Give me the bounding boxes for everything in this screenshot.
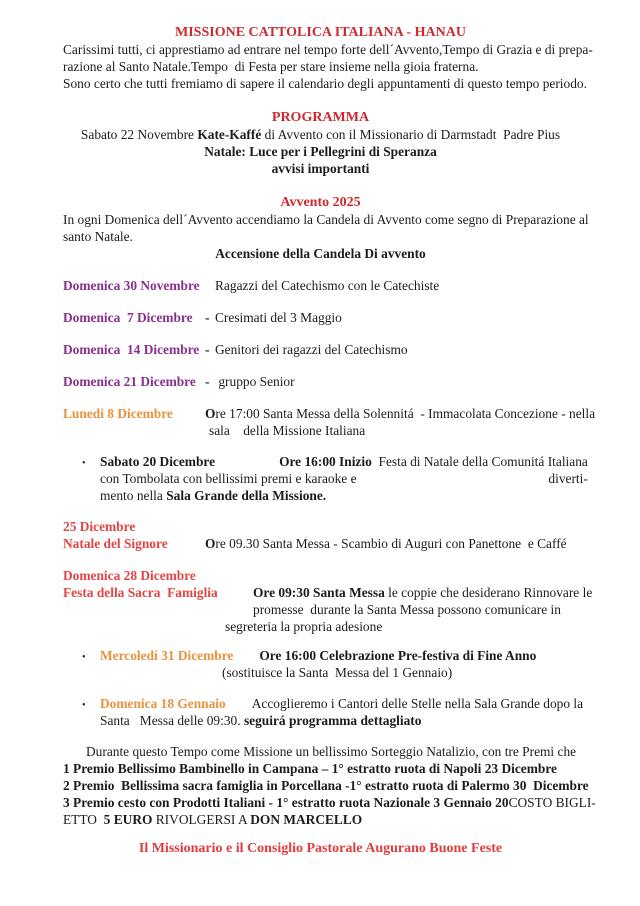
domenica-18-line-1 xyxy=(100,695,583,712)
sabato-20-line-1 xyxy=(100,453,588,470)
page-title: MISSIONE CATTOLICA ITALIANA - HANAU xyxy=(175,25,466,40)
sabato-20-bullet xyxy=(63,453,588,504)
bullet-dot: • xyxy=(82,652,86,663)
natale-25-block xyxy=(63,518,578,552)
intro-line-3: Sono certo che tutti fremiamo di sapere il calendario degli appuntamenti di questo tempo periodo. xyxy=(63,76,587,91)
lunedi-8-line-2: sala della Missione Italiana xyxy=(209,423,366,438)
seguira-programma-bold: seguirá programma dettagliato xyxy=(243,713,422,728)
premio-3-line xyxy=(63,794,596,811)
programma-heading: PROGRAMMA xyxy=(271,110,370,125)
schedule-row xyxy=(63,341,578,358)
sabato-20-line-3 xyxy=(100,487,588,504)
biglietto-line xyxy=(63,811,578,828)
sabato-20-ore: Ore 16:00 Inizio xyxy=(279,454,372,469)
lunedi-8-description xyxy=(205,405,595,439)
natale-signore-label: Natale del Signore xyxy=(63,536,168,551)
sabato-20-line-2 xyxy=(100,470,588,487)
mercoledi-31-bullet xyxy=(63,647,578,681)
domenica-18-content xyxy=(100,695,583,729)
sabato-20-rest: Festa di Natale della Comunitá Italiana xyxy=(371,454,588,469)
schedule-separator: - xyxy=(205,374,210,389)
sostituisce-line: (sostituisce la Santa Messa del 1 Gennaio) xyxy=(222,665,453,680)
domenica-28-date: Domenica 28 Dicembre xyxy=(63,568,196,583)
schedule-text: Ragazzi del Catechismo con le Catechiste xyxy=(215,278,440,293)
bullet-dot: • xyxy=(82,458,86,469)
promesse-line: promesse durante la Santa Messa possono comunicare in xyxy=(253,602,561,617)
domenica-18-date: Domenica 18 Gennaio xyxy=(100,696,226,711)
cantori-text: Accoglieremo i Cantori delle Stelle nella Sala Grande dopo la xyxy=(251,696,584,711)
sabato-pre: Sabato 22 Novembre xyxy=(80,127,198,142)
avvento-heading: Avvento 2025 xyxy=(280,195,361,210)
diverti-hyphen-text: diverti- xyxy=(548,471,588,486)
sacra-famiglia-block xyxy=(63,567,593,635)
schedule-date: Domenica 14 Dicembre xyxy=(63,342,200,357)
premio-1-line: 1 Premio Bellissimo Bambinello in Campana – 1° estratto ruota di Napoli 23 Dicembre xyxy=(63,761,557,776)
mercoledi-31-content xyxy=(100,647,578,681)
accensione-subheading: Accensione della Candela Di avvento xyxy=(215,246,426,261)
sacra-famiglia-row xyxy=(63,584,593,601)
programma-block xyxy=(63,126,578,177)
sabato-20-content xyxy=(100,453,588,504)
mento-nella-text: mento nella xyxy=(100,488,167,503)
domenica-18-gennaio-bullet xyxy=(63,695,584,729)
santa-messa-text: Santa Messa delle 09:30. xyxy=(100,713,244,728)
natale-signore-text xyxy=(205,535,567,552)
celebrazione-bold: Ore 16:00 Celebrazione Pre-festiva di Fine Anno xyxy=(259,648,537,663)
cinque-euro-bold: 5 EURO xyxy=(103,812,153,827)
natale-25-date: 25 Dicembre xyxy=(63,519,136,534)
don-marcello-bold: DON MARCELLO xyxy=(250,812,363,827)
schedule-date: Domenica 21 Dicembre xyxy=(63,374,196,389)
rivolgersi-text: RIVOLGERSI A xyxy=(152,812,251,827)
natale-signore-row xyxy=(63,535,578,552)
coppie-text: le coppie che desiderano Rinnovare le xyxy=(384,585,593,600)
schedule-separator xyxy=(205,277,215,294)
natale-signore-desc: re 09.30 Santa Messa - Scambio di Auguri con Panettone e Caffé xyxy=(215,536,567,551)
natale-luce-line: Natale: Luce per i Pellegrini di Speranza xyxy=(204,144,437,159)
sorteggio-intro: Durante questo Tempo come Missione un bellissimo Sorteggio Natalizio, con tre Premi che xyxy=(86,744,577,759)
ore-bold-initial: O xyxy=(205,406,216,421)
intro-line-2: razione al Santo Natale.Tempo di Festa per stare insieme nella gioia fraterna. xyxy=(63,59,479,74)
etto-text: ETTO xyxy=(63,812,104,827)
segreteria-line: segreteria la propria adesione xyxy=(225,619,383,634)
schedule-date: Domenica 30 Novembre xyxy=(63,278,200,293)
avvento-block xyxy=(63,211,589,262)
tombolata-text: con Tombolata con bellissimi premi e karaoke e xyxy=(100,471,357,486)
schedule-row xyxy=(63,373,578,390)
schedule-text: Genitori dei ragazzi del Catechismo xyxy=(215,342,408,357)
candle-schedule xyxy=(63,277,578,390)
domenica-18-line-2 xyxy=(100,712,583,729)
schedule-separator: - xyxy=(205,310,210,325)
mercoledi-31-line-1 xyxy=(100,647,578,664)
sabato-post: di Avvento con il Missionario di Darmstadt Padre Pius xyxy=(261,127,561,142)
lunedi-8-line-1 xyxy=(205,406,595,421)
sacra-famiglia-label: Festa della Sacra Famiglia xyxy=(63,585,218,600)
premio-3-bold: 3 Premio cesto con Prodotti Italiani - 1° estratto ruota Nazionale 3 Gennaio 20 xyxy=(63,795,509,810)
mercoledi-31-date: Mercoledí 31 Dicembre xyxy=(100,648,234,663)
sala-grande-bold: Sala Grande della Missione. xyxy=(166,488,327,503)
schedule-row xyxy=(63,309,578,326)
sabato-20-date: Sabato 20 Dicembre xyxy=(100,454,216,469)
schedule-text: Cresimati del 3 Maggio xyxy=(215,310,342,325)
kate-kaffe-label: Kate-Kaffé xyxy=(197,127,262,142)
lunedi-8-dicembre-row xyxy=(63,405,596,439)
bullet-dot: • xyxy=(82,700,86,711)
avvisi-line: avvisi importanti xyxy=(271,161,370,176)
lunedi-8-text: re 17:00 Santa Messa della Solennitá - Immacolata Concezione - nella xyxy=(215,406,596,421)
lunedi-8-date: Lunedi 8 Dicembre xyxy=(63,406,173,421)
premio-2-line: 2 Premio Bellissima sacra famiglia in Porcellana -1° estratto ruota di Palermo 30 Dicembre xyxy=(63,778,589,793)
ore-bold-initial: O xyxy=(205,536,216,551)
schedule-separator: - xyxy=(205,342,210,357)
footer-greeting: Il Missionario e il Consiglio Pastorale Augurano Buone Feste xyxy=(138,841,503,856)
avvento-line-2: santo Natale. xyxy=(63,229,133,244)
schedule-text: gruppo Senior xyxy=(215,374,295,389)
avvento-line-1: In ogni Domenica dell´Avvento accendiamo la Candela di Avvento come segno di Preparazione al xyxy=(63,212,589,227)
schedule-date: Domenica 7 Dicembre xyxy=(63,310,193,325)
intro-paragraph xyxy=(63,41,593,92)
sacra-famiglia-text xyxy=(253,584,592,601)
ore-0930-bold: Ore 09:30 Santa Messa xyxy=(253,585,385,600)
sorteggio-block xyxy=(63,743,596,828)
intro-line-1: Carissimi tutti, ci apprestiamo ad entrare nel tempo forte dell´Avvento,Tempo di Grazia e di prepa- xyxy=(63,42,593,57)
schedule-row xyxy=(63,277,578,294)
programma-sabato-line xyxy=(63,126,578,143)
costo-biglietto-text: COSTO BIGLI- xyxy=(508,795,596,810)
